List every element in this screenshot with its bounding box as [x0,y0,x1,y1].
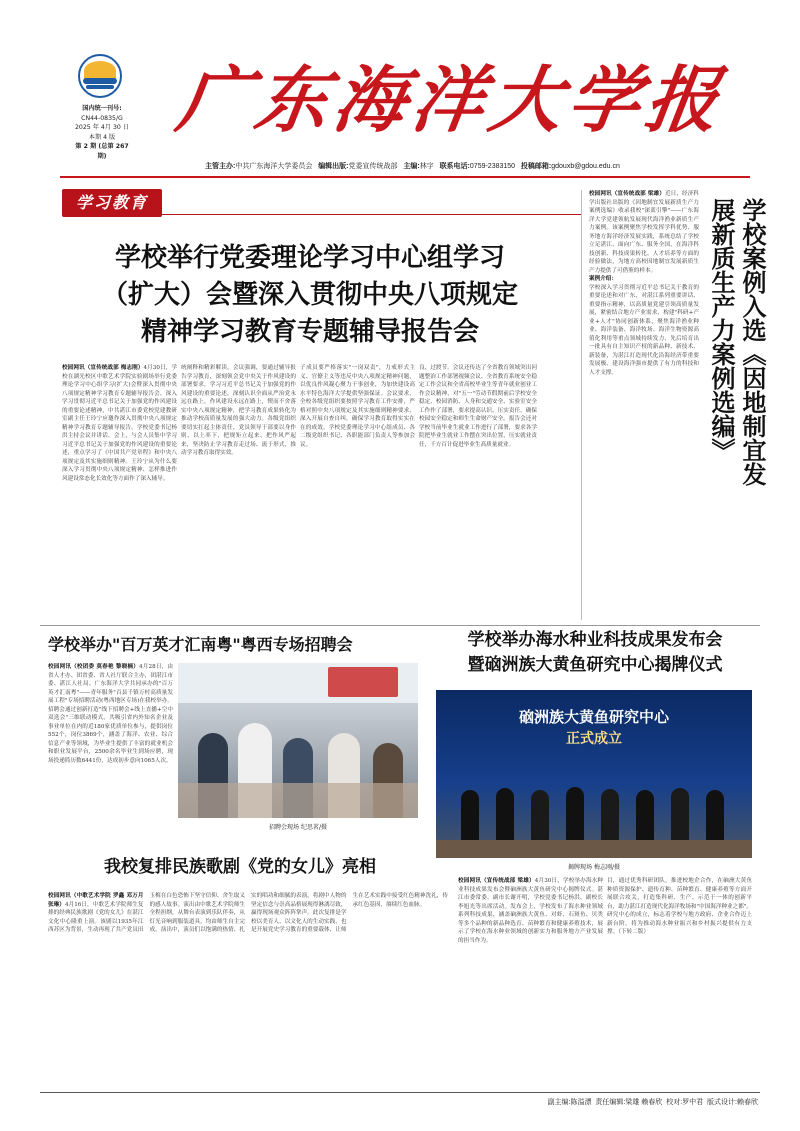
host-label: 主编: [403,163,420,170]
section-label-text: 学习教育 [75,193,148,212]
story3-column-1-text: 4月30日，学校举办海水种业科技成果发布会暨硇洲族大黄鱼研究中心揭牌仪式。湛江市委常委、副市长谢开明，学校党委书记杨洪，副校长李旭光等出席活动。发布会上，学校发布了海水种业领域系列科技成果，涵盖硇洲族大黄鱼、对虾、石斑鱼、贝类等多个品种的新品种选育、苗种繁育和健康养殖技术，展示了学校在海水种业领域的创新实力和服务地方产业发展的担当作为。 [458,878,603,944]
cn-number: CN44-0835/G [81,114,123,122]
story2-text [48,663,173,823]
story2-photo-caption: 招聘会现场 纪思茗/摄 [269,824,327,831]
masthead-rule [60,176,750,178]
lead-headline [40,240,580,351]
lead-column-2-text: 统阐释和精彩解读。会议强调，要通过辅导报告学习教育，深刻领会党中央关于作风建设的部署要求，学习习近平总书记关于加强党的作风建设的重要论述，深刻认识全面从严治党永远在路上，作风建设永远在路上，锲而不舍落实中央八项规定精神，把学习教育成果转化为推动学校高质量发展的强大动力。各级党组织要切实扛起主体责任，党员领导干部要以身作则、以上率下，把规矩立起来、把作风严起来，坚决防止学习教育走过场、流于形式，推动学习教育取得实效。 [181,365,296,456]
footer-duty-editor: 陈溢漂 [570,1099,592,1106]
story4-headline: 我校复排民族歌剧《党的女儿》亮相 [104,857,376,877]
right-story-case-text: 学校深入学习贯彻习近平总书记关于教育的重要论述和对广东、对湛江系列重要讲话、重要指示精神，以高质量党建引领高质量发展，紧密结合地方产业需求，构建"科研+产业+人才"协同创新体系，聚焦海洋渔业种业、海洋装备、海洋牧场、海洋生物资源高值化利用等重点领域持续发力，先后培育出一批具有自主知识产权的新品种、新技术、新装备，为湛江打造现代化沿海经济带重要发展极、建设海洋强市提供了有力的科技和人才支撑。 [589,284,699,376]
right-story-headline: 学校案例入选《因地制宜发展新质生产力案例选编》 [707,198,766,486]
right-story-text [589,190,699,618]
host: 林宇 [419,163,434,170]
footer-duty-editor-label: 副主编: [547,1099,571,1106]
story2-headline: 学校举办"百万英才汇南粤"粤西专场招聘会 [48,635,353,654]
story3-column-2 [607,877,752,1087]
story3-headline-line-1: 学校举办海水种业科技成果发布会 [467,630,723,650]
email-label: 投稿邮箱: [520,163,552,170]
story3-headline-line-2: 暨硇洲族大黄鱼研究中心揭牌仪式 [467,655,723,675]
sponsor: 中共广东海洋大学委员会 [235,163,313,170]
column-divider [581,190,582,620]
masthead [0,0,800,161]
story3-column-2-text: 目，通过优秀科研团队，推进校地企合作，在硇洲大黄鱼种质资源保护、遗传育种、苗种繁育、健康养殖等方面开展联合攻关，打造集科研、生产、示范于一体的创新平台，助力湛江打造现代化海洋牧场和"中国海洋种业之都"。研究中心的成立，标志着学校与地方政府、企业合作迈上新台阶，将为推动海水种业振兴和乡村振兴提供有力支撑。（下转二版） [607,878,752,935]
section-rule [162,214,582,215]
issue-date: 2025 年 4月 30 日 [75,124,129,132]
ceremony-banner-line-1: 硇洲族大黄鱼研究中心 [518,708,669,726]
university-logo [78,54,122,98]
footer-proof: 罗中君 [682,1099,704,1106]
sponsor-label: 主管主办: [205,163,236,170]
lead-headline-line-3: 精神学习教育专题辅导报告会 [140,317,479,347]
story2-byline: 校园网讯（校团委 莫春艳 黎晓楠） [48,664,139,670]
publication-meta [72,104,132,162]
footer-proof-label: 校对: [666,1099,683,1106]
editor-label: 编辑出版: [318,163,349,170]
section-label [62,189,162,217]
story2-body: 4月28日，由省人才办、团省委、省人社厅联合主办，团湛江市委、湛江人社局、广东海洋大学共同承办的"百万英才汇南粤"——青年服务"百县千镇万村高质量发展工程"专场招聘活动(粤西地区专场)在我校举办。招聘会通过创新打造"线下招聘会+线上直播+空中双选会"三维联动模式，共吸引省内外知名企业及事业单位在内的近180家优质单位参与，提供岗位552个，岗位3869个，涵盖了海洋、农业、综合信息产业等领域，为毕业生提供了丰富的就业机会和职业发展平台，2500余名毕业生到场应聘，现场投递简历数6441份，达成初步意向1065人次。 [48,664,173,764]
issue-number: 第 2 期 (总第 267 期) [75,143,129,161]
lead-column-4-text: 良、过渡节。会议还传达了全省教育领域突出问题整治工作部署视频会议、全省教育系统安全稳定工作会议和全省高校毕业生等青年就业创业工作会议精神，对"五一"劳动节假期前后学校安全稳定、校园消防、人身和交通安全、实验室安全工作作了部署，要求提高认识、压实责任，确保校园安全稳定和师生生命财产安全。报告会还对学校当前毕业生就业工作进行了部署，要求各学院把毕业生就业工作摆在突出位置，压实就业责任，千方百计促进毕业生高质量就业。 [419,365,537,448]
email: gdouxb@gdou.edu.cn [551,163,620,170]
story3-byline: 校园网讯（宣传统战部 梁雄） [458,878,535,884]
lead-column-1-text: 4月30日，学校在湖光校区中歌艺术学院实验剧场举行党委理论学习中心组学习(扩大)会暨深入贯彻中央八项规定精神学习教育专题辅导报告会。深入学习贯彻习近平总书记关于加强党的作风建设的重要论述精神，中共湛江市委党校党建教研室副主任王玲宁应邀作深入贯彻中央八项规定精神学习教育专题辅导报告。学校党委书记杨洪主持会议并讲话。会上，与会人员集中学习习近平总书记关于加强党的作风建设的重要论述，重点学习了《中国共产党章程》和中央八项规定及其实施细则精神。王玲宁从为什么要深入学习贯彻中央八项规定精神、怎样推进作风建设常态化长效化等方面作了深入辅导。 [62,365,177,482]
story4-body: 4月16日，中歌艺术学院师生复排的经典民族歌剧《党的女儿》在湛江文化中心隆重上演。该剧以1935年江西苏区为背景，生动再现了共产党员田玉梅在白色恐怖下坚守信仰、舍生取义的感人故事。演出由中歌艺术学院师生全程担纲，从舞台表演到乐队伴奏，从灯光音响到服装道具，均由师生自主完成。演出中，演员们以饱满的热情、扎实的唱功和细腻的表演，将剧中人物的坚定信念与崇高品格展现得淋漓尽致，赢得现场观众阵阵掌声。此次复排是学校以美育人、以文化人的生动实践，也是开展党史学习教育的重要载体，让师生在艺术实践中接受红色精神洗礼，传承红色基因，赓续红色血脉。 [48,893,448,933]
phone-label: 联系电话: [439,163,470,170]
footer-credits [458,1097,758,1107]
footer-editor-label: 责任编辑: [595,1099,626,1106]
story3-photo-caption: 揭牌现场 梅志刚/摄 [568,864,620,871]
lead-byline: 校园网讯（宣传统战部 梅志刚） [62,365,144,371]
story4-byline: 校园网讯（中歌艺术学院 罗鑫 邓万月 张琳） [48,893,144,908]
ceremony-banner-line-2: 正式成立 [566,731,622,747]
newspaper-title: 广东海洋大学报 [172,57,731,142]
story3-headline [420,628,770,678]
right-story-byline: 校园网讯（宣传统战部 梁雄） [589,191,665,197]
info-line [205,161,785,175]
lead-headline-line-1: 学校举行党委理论学习中心组学习 [114,243,505,273]
lead-headline-line-2: （扩大）会暨深入贯彻中央八项规定 [101,280,518,310]
footer-layout-label: 版式设计: [707,1099,737,1106]
story3-column-1 [458,877,603,1087]
right-story-body: 近日，经济科学出版社出版的《因地制宜发展新质生产力案例选编》收录我校"深蓝引擎"——广东海洋大学党建领航发展现代海洋渔业新质生产力案例。该案例聚焦学校发挥学科优势、服务地方海洋经济发展实践，系统总结了学校立足湛江、面向广东、服务全国，在海洋科技创新、科技成果转化、人才培养等方面的经验做法，为地方高校因地制宜发展新质生产力提供了可借鉴的样本。 [589,191,699,274]
recruitment-photo [178,663,418,818]
publication-no: 国内统一刊号: [82,105,122,112]
right-story-case-label: 案例介绍： [589,276,617,282]
ceremony-banner [476,706,712,750]
footer-editor: 梁雄 赖春欣 [625,1099,663,1106]
lead-column-3-text: 子成员要严格落实"一岗双责"，力戒形式主义、官僚主义等违反中央八项规定精神问题，以优良作风凝心聚力干事创业，为加快建设高水平特色海洋大学提供坚强保证。会议要求，全校各级党组织要按照学习教育工作安排，严格对照中央八项规定及其实施细则精神要求，深入开展自查自纠，确保学习教育取得实实在在的成效。学校党委理论学习中心组成员、各二级党组织书记、各职能部门负责人等参加会议。 [300,365,415,448]
story4-text [48,892,448,1087]
page-count: 本期 4 版 [88,133,116,141]
footer-rule [40,1092,760,1093]
section-divider [40,625,760,626]
phone: 0759-2383150 [469,163,516,170]
footer-layout: 赖春欣 [737,1099,758,1106]
ceremony-photo [436,690,752,858]
editor: 党委宣传统战部 [348,163,398,170]
